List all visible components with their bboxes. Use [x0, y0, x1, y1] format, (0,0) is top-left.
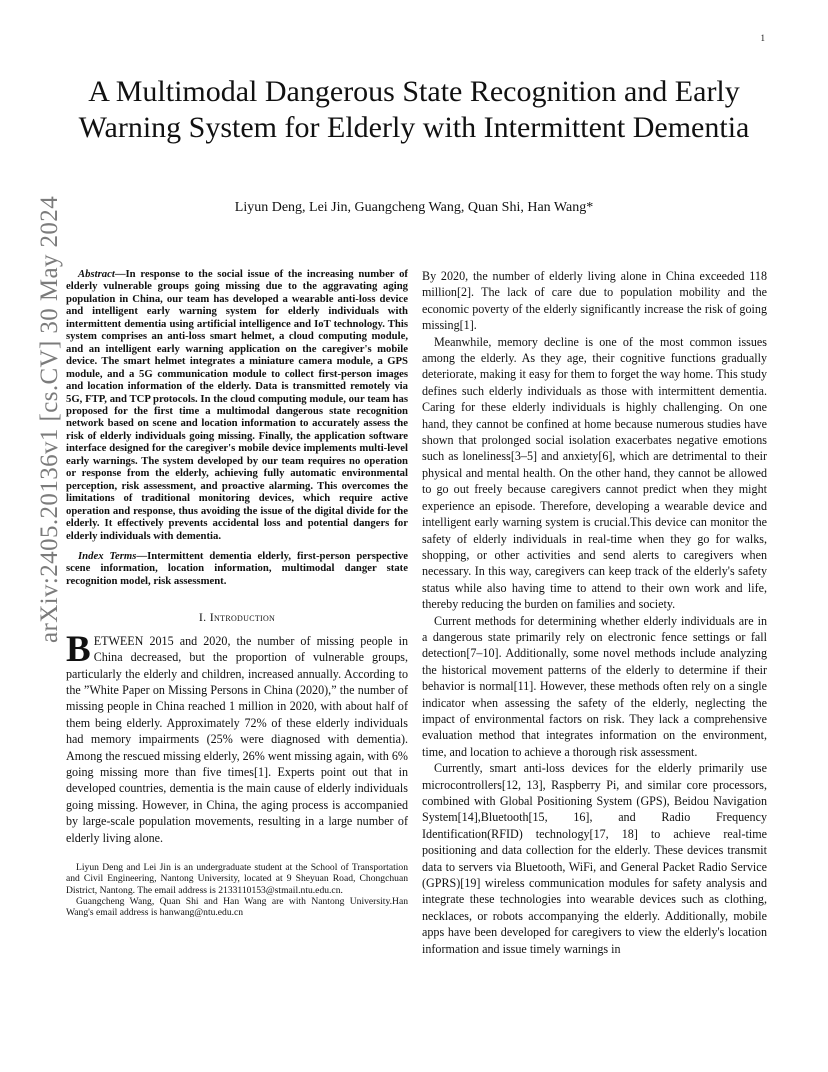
paper-title: A Multimodal Dangerous State Recognition and Early Warning System for Elderly with Intermittent Dementia — [78, 75, 750, 144]
intro-paragraph-1 — [66, 628, 408, 846]
body-paragraph-2: Meanwhile, memory decline is one of the most common issues among the elderly. As they age, their cognitive functions gradually deteriorate, making it easy for them to forget the way home. This study defines such elderly individuals as those with intermittent dementia. Caring for these elderly individuals is highly challenging. On one hand, they cannot be confined at home because numerous studies have shown that prolonged social isolation exacerbates negative emotions such as loneliness[3–5] and anxiety[6], which are detrimental to their physical and mental health. On the other hand, they cannot be allowed to go out freely because caregivers cannot predict when they might experience an episode. Therefore, developing a wearable device and intelligent early warning system is crucial.This device can monitor the safety of elderly individuals in real-time when they go for walks, shopping, or other activities and send alerts to caregivers when necessary. In this way, caregivers can keep track of the elderly's safety status while also having time to attend to their own work and life, thereby reducing the burden on families and society. — [422, 334, 767, 612]
index-terms-label: Index Terms — [78, 549, 137, 562]
body-paragraph-1: By 2020, the number of elderly living alone in China exceeded 118 million[2]. The lack of care due to population mobility and the economic poverty of the elderly significantly increase the risk of going missing[1]. — [422, 269, 767, 333]
body-paragraph-4: Currently, smart anti-loss devices for the elderly primarily use microcontrollers[12, 13], Raspberry Pi, and similar core processors, combined with Global Positioning System (GPS), Beidou Navigation System[14],Bluetooth[15, 16], and Radio Frequency Identification(RFID) technology[17, 18] to achieve real-time positioning and data collection for the elderly. These devices transmit data to servers via Bluetooth, WiFi, and General Packet Radio Service (GPRS)[19] wireless communication modules for safety analysis and integrate these technologies into wearable devices such as clothing, necklaces, or robots accompanying the elderly. Additionally, mobile apps have been developed for caregivers to view the elderly's location information and issue timely warnings in — [422, 761, 767, 956]
abstract — [66, 268, 408, 542]
left-column — [66, 268, 408, 919]
index-terms-text: —Intermittent dementia elderly, first-person perspective scene information, location information, multimodal danger state recognition model, risk assessment. — [66, 549, 408, 587]
section-heading-introduction — [66, 609, 408, 625]
body-paragraph-3: Current methods for determining whether elderly individuals are in a dangerous state primarily rely on electronic fence settings or fall detection[7–10]. Additionally, some novel methods include analyzing the historical movement patterns of the elderly to determine if their behavior is normal[11]. However, these methods often rely on a single indicator when assessing the safety of the elderly, neglecting the impact of environmental factors on risk. They lack a comprehensive evaluation method that integrates information on the environment, time, and location to achieve a thorough risk assessment. — [422, 613, 767, 759]
right-column — [422, 268, 767, 957]
section-numeral: I. — [198, 610, 210, 625]
footnote-1: Liyun Deng and Lei Jin is an undergraduate student at the School of Transportation and Civil Engineering, Nantong University, located at 9 Sheyuan Road, Chongchuan District, Nantong. The email address is 2133110153@stmail.ntu.edu.cn. — [66, 862, 408, 896]
arxiv-identifier[interactable]: arXiv:2405.20136v1 [cs.CV] 30 May 2024 — [36, 195, 63, 643]
index-terms — [66, 550, 408, 587]
section-title: Introduction — [209, 610, 276, 625]
intro-paragraph-1-text: ETWEEN 2015 and 2020, the number of missing people in China decreased, but the proportion of vulnerable groups, particularly the elderly and children, increased annually. According to the ”White Paper on Missing Persons in China (2020),” the number of missing people in China reached 1 million in 2020, with about half of them being elderly. Approximately 72% of these elderly individuals had memory impairments (25% were diagnosed with dementia). Among the rescued missing elderly, 26% went missing again, with 6% going missing more than five times[1]. Experts point out that in developed countries, dementia is the main cause of elderly individuals going missing. However, in China, the aging process is accompanied by large-scale population movements, resulting in a large number of elderly living alone. — [66, 633, 408, 845]
footnote-2: Guangcheng Wang, Quan Shi and Han Wang are with Nantong University.Han Wang's email address is hanwang@ntu.edu.cn — [66, 895, 408, 919]
abstract-text: —In response to the social issue of the increasing number of elderly vulnerable groups going missing due to the aggravating aging population in China, our team has developed a wearable anti-loss device and intelligent early warning system for elderly individuals with intermittent dementia using artificial intelligence and IoT technology. This system comprises an anti-loss smart helmet, a cloud computing module, and an intelligent early warning application on the caregiver's mobile device. The smart helmet integrates a miniature camera module, a GPS module, and a 5G communication module to collect first-person images and location information of the elderly. Data is transmitted remotely via 5G, FTP, and TCP protocols. In the cloud computing module, our team has proposed for the first time a multimodal dangerous state recognition network based on scene and location information to accurately assess the risk of elderly individuals going missing. Finally, the application software interface designed for the caregiver's mobile device implements multi-level early warnings. The system developed by our team requires no operation or response from the elderly, achieving fully automatic environmental perception, risk assessment, and proactive alarming. This overcomes the limitations of traditional monitoring devices, which require active operation and response, thus avoiding the issue of the digital divide for the elderly. It effectively prevents accidental loss and potential dangers for elderly individuals with dementia. — [66, 268, 408, 542]
page-number: 1 — [760, 33, 765, 43]
drop-cap: B — [66, 628, 91, 670]
abstract-label: Abstract — [78, 268, 115, 280]
author-list: Liyun Deng, Lei Jin, Guangcheng Wang, Quan Shi, Han Wang* — [234, 200, 594, 215]
author-footnotes — [66, 862, 408, 918]
